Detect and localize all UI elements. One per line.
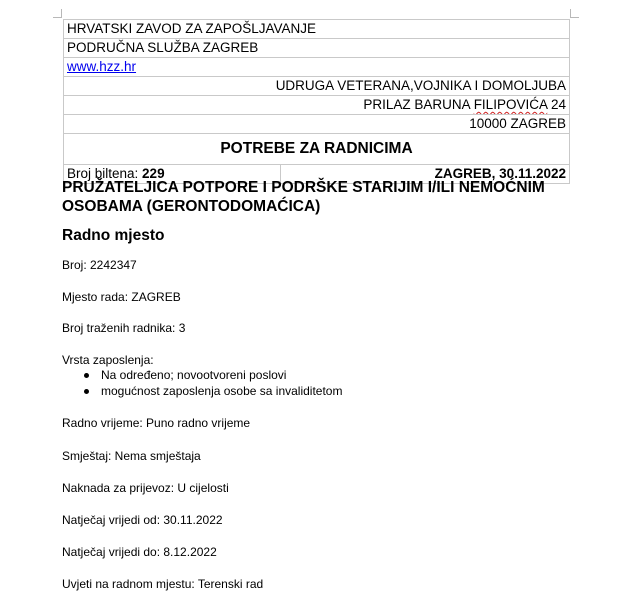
section-heading: Radno mjesto (62, 227, 165, 244)
website-link[interactable]: www.hzz.hr (67, 59, 137, 74)
list-item: Na određeno; novootvoreni poslovi (62, 367, 342, 383)
accommodation: Smještaj: Nema smještaja (62, 449, 201, 463)
bulletin-number: 229 (142, 166, 165, 181)
employer-name: UDRUGA VETERANA,VOJNIKA I DOMOLJUBA (64, 77, 570, 96)
valid-from: Natječaj vrijedi od: 30.11.2022 (62, 513, 223, 527)
office-name: PODRUČNA SLUŽBA ZAGREB (64, 39, 570, 58)
job-number: Broj: 2242347 (62, 258, 137, 272)
org-name: HRVATSKI ZAVOD ZA ZAPOŠLJAVANJE (64, 20, 570, 39)
valid-to: Natječaj vrijedi do: 8.12.2022 (62, 545, 217, 559)
document-header-table (63, 19, 570, 184)
travel-allowance: Naknada za prijevoz: U cijelosti (62, 481, 229, 495)
employer-street-prefix: PRILAZ BARUNA (363, 97, 474, 112)
website-cell (64, 58, 570, 77)
place-date: ZAGREB, 30.11.2022 (281, 165, 570, 184)
job-title: PRUŽATELJICA POTPORE I PODRŠKE STARIJIM I/ILI NEMOĆNIM OSOBAMA (GERONTODOMAĆICA) (62, 179, 545, 215)
page-corner-mark-right (570, 9, 579, 18)
employment-type-label: Vrsta zaposlenja: (62, 353, 154, 367)
employer-city: 10000 ZAGREB (64, 115, 570, 134)
page-corner-mark-left (53, 9, 62, 18)
employer-street-number: 24 (547, 97, 566, 112)
list-item: mogućnost zaposlenja osobe sa invaliditetom (62, 383, 342, 399)
employer-address (64, 96, 570, 115)
employment-type-list (62, 367, 342, 399)
employer-street-name: FILIPOVIĆA (473, 97, 548, 112)
work-conditions: Uvjeti na radnom mjestu: Terenski rad (62, 577, 264, 591)
bulletin-label: Broj biltena: (67, 166, 143, 181)
workers-needed: Broj traženih radnika: 3 (62, 321, 186, 335)
document-title: POTREBE ZA RADNICIMA (64, 134, 570, 165)
working-hours: Radno vrijeme: Puno radno vrijeme (62, 416, 251, 430)
work-location: Mjesto rada: ZAGREB (62, 290, 181, 304)
